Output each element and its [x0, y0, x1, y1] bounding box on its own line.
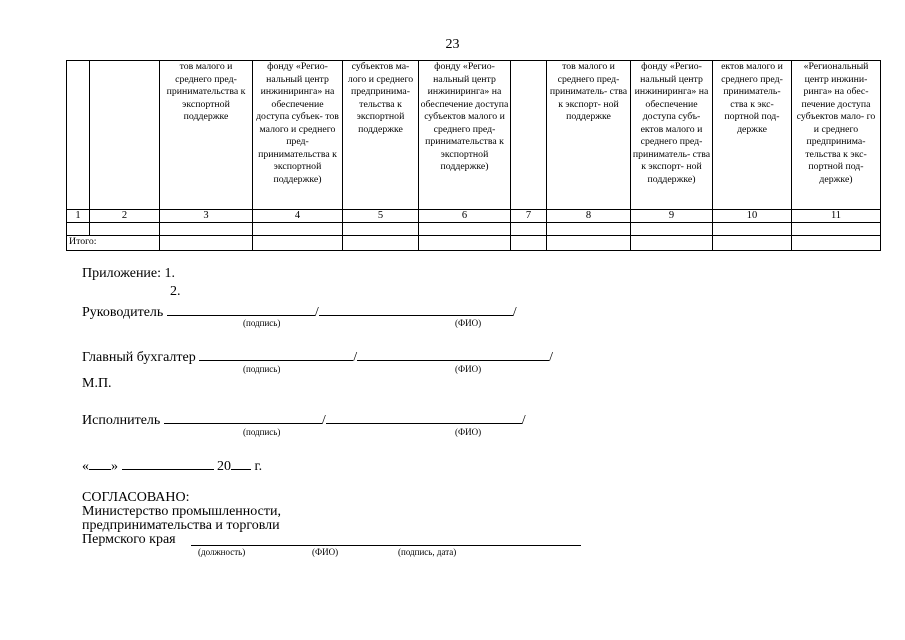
accountant-name-line[interactable]: [357, 347, 549, 361]
accountant-caption-name: (ФИО): [455, 364, 482, 374]
column-number: 3: [160, 210, 253, 223]
month-field[interactable]: [122, 456, 214, 470]
header-cell: фонду «Регио- нальный центр инжиниринга» на обеспечение доступа субъек- тов малого и среднего пред- принимательства к экспортной поддержке): [253, 61, 343, 210]
column-number: 8: [547, 210, 631, 223]
header-cell: [67, 61, 90, 210]
head-caption-name: (ФИО): [455, 318, 482, 328]
year-field[interactable]: [231, 456, 251, 470]
agreed-title: СОГЛАСОВАНО:: [82, 490, 190, 505]
header-cell: фонду «Регио- нальный центр инжиниринга» на обеспечение доступа субъ- ектов малого и среднего пред- приниматель- ства к экспорт- ной поддержке): [631, 61, 713, 210]
header-cell: тов малого и среднего пред- принимательства к экспортной поддержке: [160, 61, 253, 210]
agreed-org-line3: Пермского края: [82, 532, 176, 547]
agreed-block: [82, 491, 281, 547]
report-table: [66, 60, 881, 251]
executor-name-line[interactable]: [326, 410, 522, 424]
executor-sign-line[interactable]: [164, 410, 322, 424]
agreed-org-line2: предпринимательства и торговли: [82, 518, 280, 533]
header-row: [67, 61, 881, 210]
agreed-signature-line[interactable]: [191, 545, 581, 546]
header-cell: субъектов ма- лого и среднего предпринима- тельства к экспортной поддержке: [343, 61, 419, 210]
head-signature-block: Руководитель / /: [82, 302, 517, 321]
header-cell: фонду «Регио- нальный центр инжиниринга» на обеспечение доступа субъектов малого и среднего пред- принимательства к экспортной поддержке): [419, 61, 511, 210]
total-label: Итого:: [67, 236, 160, 251]
column-number: 10: [713, 210, 792, 223]
table-row: [67, 223, 881, 236]
header-cell: тов малого и среднего пред- приниматель- ства к экспорт- ной поддержке: [547, 61, 631, 210]
column-number: 4: [253, 210, 343, 223]
column-number: 6: [419, 210, 511, 223]
column-number: 7: [511, 210, 547, 223]
header-cell: «Региональный центр инжини- ринга» на обес- печение доступа субъектов мало- го и среднего предпринима- тельства к экс- портной под- держке): [792, 61, 881, 210]
agreed-caption-sign-date: (подпись, дата): [398, 547, 457, 557]
accountant-label: Главный бухгалтер: [82, 350, 196, 365]
date-line: « » 20 г.: [82, 456, 262, 475]
executor-signature-block: Исполнитель / /: [82, 410, 526, 429]
executor-caption-name: (ФИО): [455, 427, 482, 437]
head-sign-line[interactable]: [167, 302, 315, 316]
accountant-caption-sign: (подпись): [243, 364, 281, 374]
header-cell: [90, 61, 160, 210]
stamp-label: М.П.: [82, 376, 112, 391]
appendix-label: Приложение: 1.: [82, 266, 176, 281]
appendix-item-2: 2.: [170, 284, 181, 299]
executor-label: Исполнитель: [82, 413, 161, 428]
accountant-sign-line[interactable]: [199, 347, 353, 361]
column-number: 9: [631, 210, 713, 223]
header-cell: ектов малого и среднего пред- приниматель- ства к экс- портной под- держке: [713, 61, 792, 210]
executor-caption-sign: (подпись): [243, 427, 281, 437]
total-row: [67, 236, 881, 251]
agreed-caption-name: (ФИО): [312, 547, 339, 557]
accountant-signature-block: Главный бухгалтер / /: [82, 347, 553, 366]
day-field[interactable]: [89, 456, 111, 470]
agreed-caption-position: (должность): [198, 547, 246, 557]
column-number: 5: [343, 210, 419, 223]
page-number: 23: [445, 37, 460, 52]
column-number: 2: [90, 210, 160, 223]
column-number-row: [67, 210, 881, 223]
agreed-org-line1: Министерство промышленности,: [82, 504, 281, 519]
column-number: 11: [792, 210, 881, 223]
column-number: 1: [67, 210, 90, 223]
head-label: Руководитель: [82, 305, 164, 320]
header-cell: [511, 61, 547, 210]
head-caption-sign: (подпись): [243, 318, 281, 328]
head-name-line[interactable]: [319, 302, 513, 316]
